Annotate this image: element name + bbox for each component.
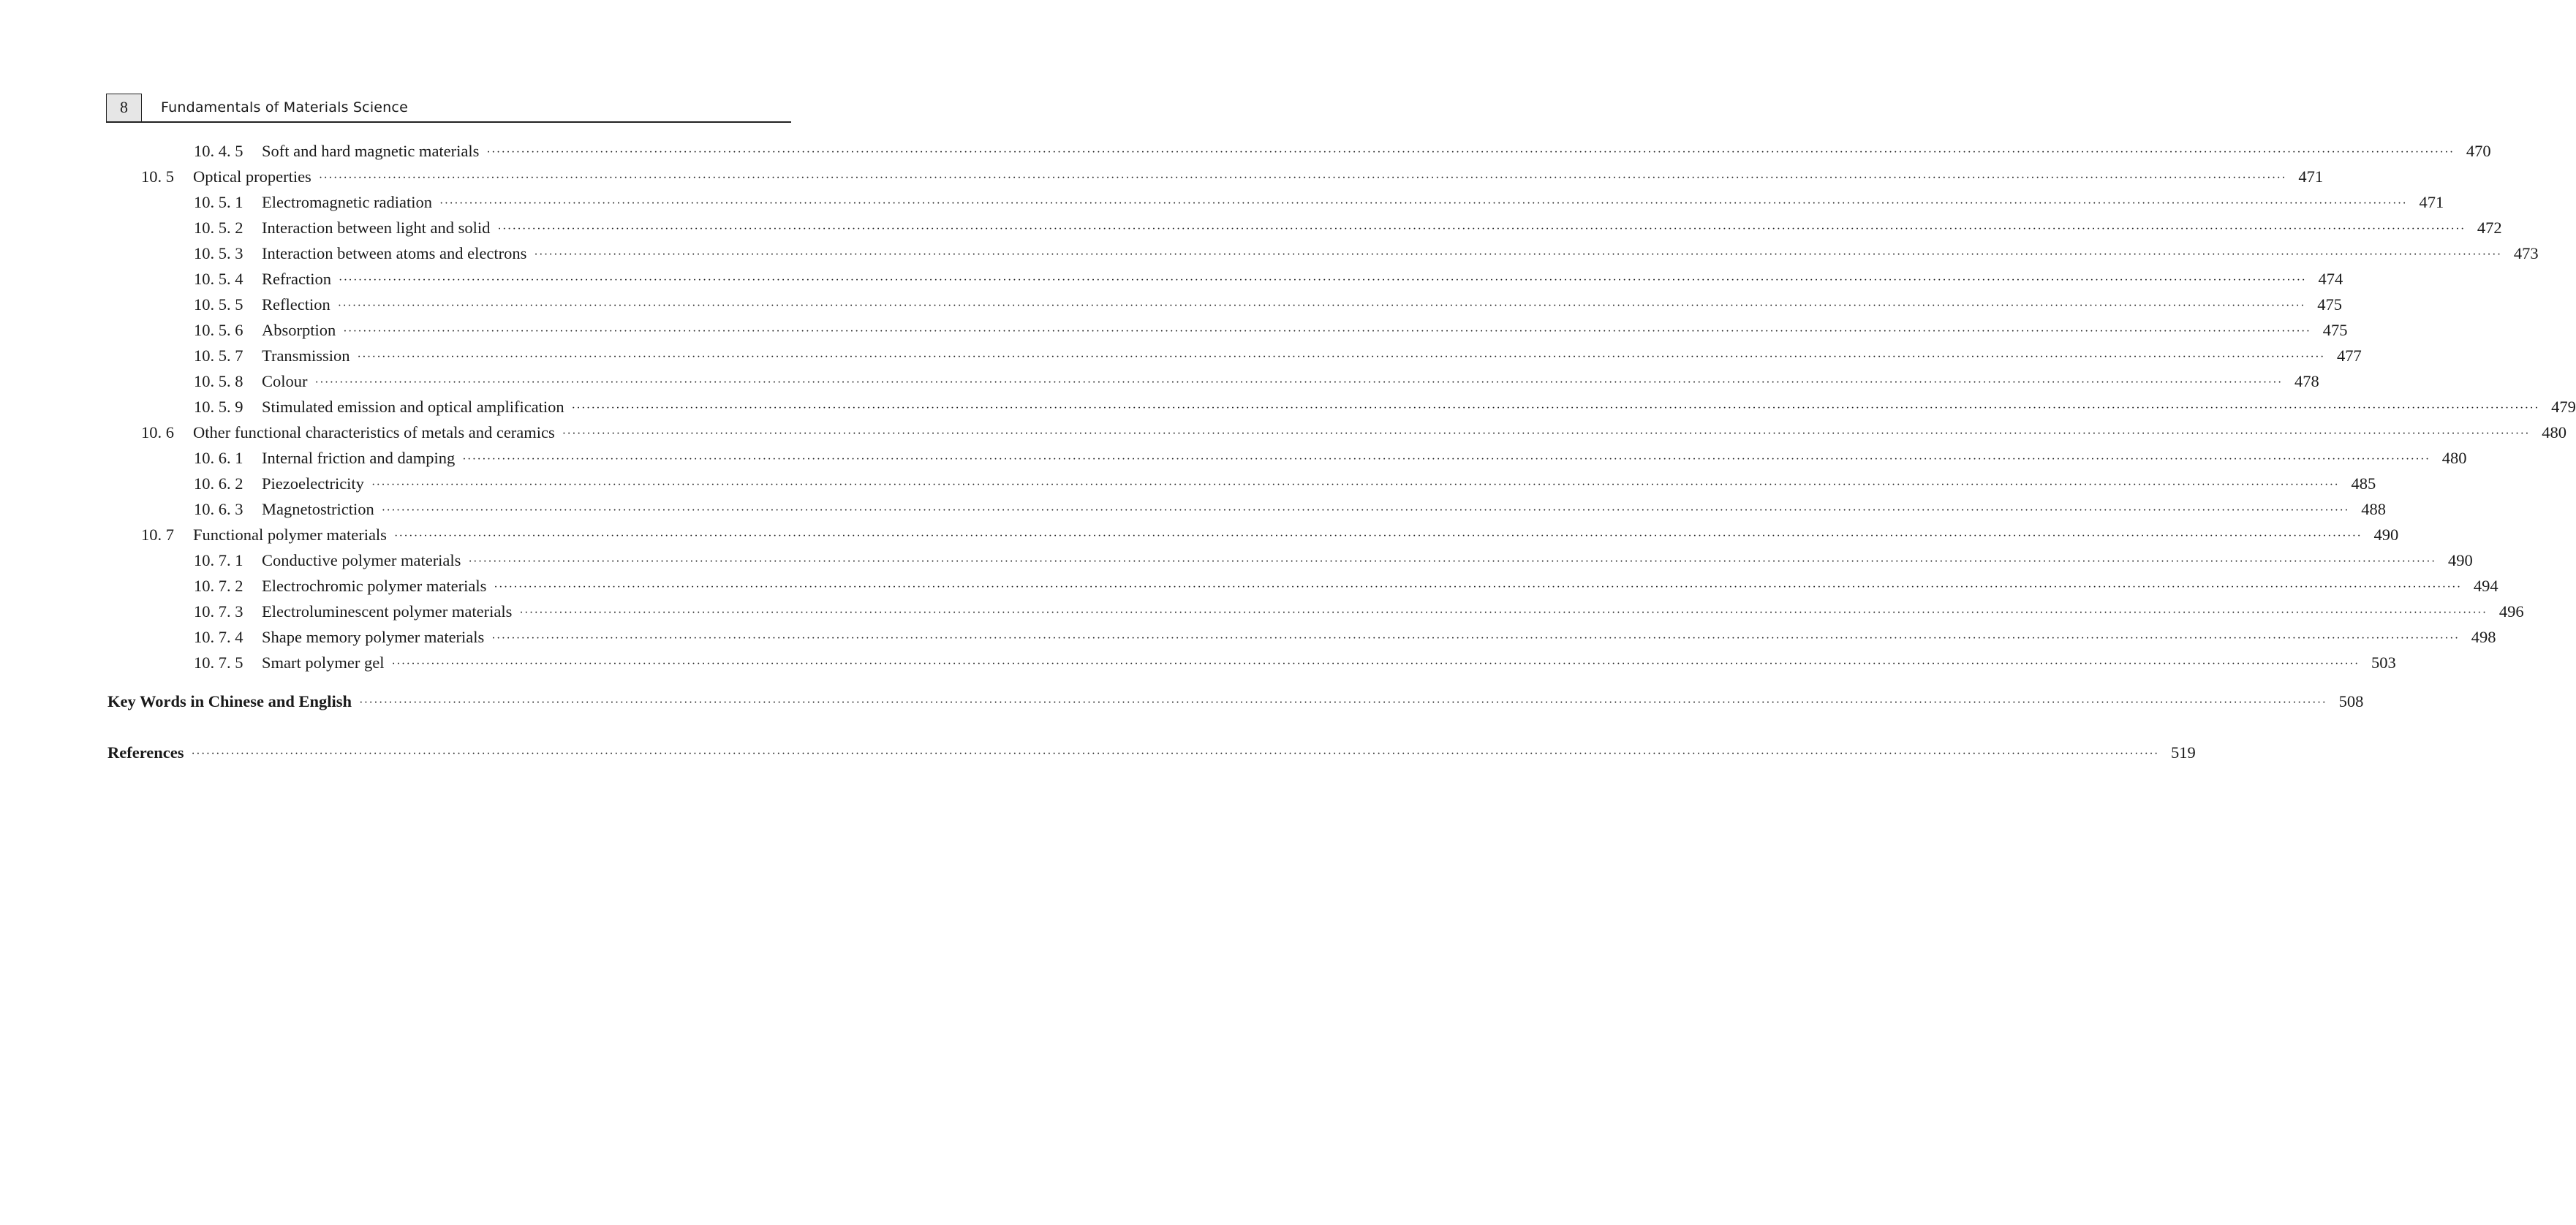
dot-leader: ················································································································································································································································································································································································································ bbox=[497, 223, 2466, 235]
toc-entry-title: Absorption bbox=[262, 321, 336, 339]
toc-entry-page: 508 bbox=[2338, 692, 2364, 710]
toc-entry-page: 475 bbox=[2322, 321, 2348, 339]
dot-leader: ················································································································································································································································································································································································································ bbox=[357, 351, 2325, 363]
dot-leader: ················································································································································································································································································································································································································ bbox=[381, 504, 2349, 517]
toc-entry[interactable] bbox=[194, 268, 2343, 290]
toc-entry-number: 10. 5. 3 bbox=[194, 244, 243, 262]
toc-entry-page: 490 bbox=[2373, 526, 2399, 544]
toc-entry-title: Internal friction and damping bbox=[262, 449, 456, 467]
toc-entry-number: 10. 5. 6 bbox=[194, 321, 243, 339]
dot-leader: ················································································································································································································································································································································································································ bbox=[359, 697, 2327, 709]
toc-entry-number: 10. 6. 3 bbox=[194, 500, 243, 518]
toc-entry-title: Interaction between light and solid bbox=[262, 219, 491, 237]
toc-entry[interactable] bbox=[194, 447, 2467, 469]
toc-entry-number: 10. 5. 9 bbox=[194, 398, 243, 416]
toc-entry-page: 503 bbox=[2371, 653, 2396, 672]
toc-entry-page: 490 bbox=[2447, 551, 2473, 569]
toc-entry[interactable] bbox=[194, 396, 2576, 418]
toc-entry-page: 480 bbox=[2542, 423, 2567, 441]
toc-entry[interactable] bbox=[194, 140, 2491, 162]
toc-entry-page: 474 bbox=[2318, 270, 2343, 288]
dot-leader: ················································································································································································································································································································································································································ bbox=[343, 325, 2311, 338]
dot-leader: ················································································································································································································································································································································································································ bbox=[191, 748, 2159, 760]
dot-leader: ················································································································································································································································································································································································································ bbox=[571, 402, 2539, 414]
toc-entry-number: 10. 5 bbox=[141, 167, 174, 186]
toc-entry[interactable] bbox=[194, 217, 2502, 239]
toc-entry[interactable] bbox=[194, 294, 2342, 316]
toc-entry-title: Electroluminescent polymer materials bbox=[262, 602, 513, 621]
toc-entry-page: 478 bbox=[2294, 372, 2319, 390]
toc-entry-number: 10. 7. 3 bbox=[194, 602, 243, 621]
toc-entry-title: Smart polymer gel bbox=[262, 653, 385, 672]
toc-entry-number: 10. 5. 2 bbox=[194, 219, 243, 237]
toc-entry[interactable] bbox=[194, 550, 2473, 572]
toc-entry-title: References bbox=[107, 743, 184, 762]
toc-entry-title: Soft and hard magnetic materials bbox=[262, 142, 480, 160]
dot-leader: ················································································································································································································································································································································································································ bbox=[314, 376, 2283, 389]
dot-leader: ················································································································································································································································································································································································································ bbox=[371, 479, 2340, 491]
toc-entry-title: Optical properties bbox=[193, 167, 311, 186]
toc-entry-page: 488 bbox=[2361, 500, 2386, 518]
dot-leader: ················································································································································································································································································································································································································ bbox=[468, 555, 2436, 568]
toc-entry-title: Electrochromic polymer materials bbox=[262, 577, 487, 595]
toc-entry-number: 10. 5. 4 bbox=[194, 270, 243, 288]
toc-entry-title: Functional polymer materials bbox=[193, 526, 387, 544]
toc-entry-number: 10. 7. 5 bbox=[194, 653, 243, 672]
dot-leader: ················································································································································································································································································································································································································ bbox=[391, 658, 2360, 670]
toc-entry[interactable] bbox=[141, 524, 2399, 546]
dot-leader: ················································································································································································································································································································································································································ bbox=[439, 197, 2408, 210]
toc-entry[interactable] bbox=[194, 498, 2386, 520]
toc-entry[interactable] bbox=[194, 371, 2319, 392]
toc-entry[interactable] bbox=[107, 742, 2196, 764]
toc-entry[interactable] bbox=[194, 473, 2376, 495]
toc-entry-page: 471 bbox=[2298, 167, 2324, 186]
toc-entry-number: 10. 5. 7 bbox=[194, 346, 243, 365]
toc-entry-title: Shape memory polymer materials bbox=[262, 628, 485, 646]
toc-entry-title: Electromagnetic radiation bbox=[262, 193, 433, 211]
toc-entry-number: 10. 5. 1 bbox=[194, 193, 243, 211]
page-number: 8 bbox=[106, 94, 142, 121]
toc-entry-page: 471 bbox=[2419, 193, 2444, 211]
toc-entry-number: 10. 7. 1 bbox=[194, 551, 243, 569]
dot-leader: ················································································································································································································································································································································································································ bbox=[534, 249, 2502, 261]
toc-entry[interactable] bbox=[194, 626, 2496, 648]
dot-leader: ················································································································································································································································································································································································································ bbox=[562, 428, 2531, 440]
toc-entry-page: 480 bbox=[2441, 449, 2467, 467]
toc-entry-number: 10. 6. 1 bbox=[194, 449, 243, 467]
toc-entry[interactable] bbox=[194, 575, 2498, 597]
toc-entry[interactable] bbox=[194, 243, 2539, 265]
dot-leader: ················································································································································································································································································································································································································ bbox=[494, 581, 2462, 593]
toc-entry-number: 10. 6. 2 bbox=[194, 474, 243, 493]
toc-entry-title: Magnetostriction bbox=[262, 500, 374, 518]
toc-entry-title: Reflection bbox=[262, 295, 331, 314]
dot-leader: ················································································································································································································································································································································································································ bbox=[519, 607, 2488, 619]
dot-leader: ················································································································································································································································································································································································································ bbox=[491, 632, 2460, 645]
toc-entry-number: 10. 4. 5 bbox=[194, 142, 243, 160]
dot-leader: ················································································································································································································································································································································································································ bbox=[338, 274, 2307, 287]
toc-entry[interactable] bbox=[194, 345, 2362, 367]
toc-entry-page: 472 bbox=[2477, 219, 2502, 237]
toc-entry-title: Refraction bbox=[262, 270, 331, 288]
toc-entry-page: 479 bbox=[2551, 398, 2576, 416]
toc-entry-number: 10. 7 bbox=[141, 526, 174, 544]
toc-entry-title: Interaction between atoms and electrons bbox=[262, 244, 527, 262]
dot-leader: ················································································································································································································································································································································································································ bbox=[337, 300, 2305, 312]
running-title: Fundamentals of Materials Science bbox=[161, 99, 408, 115]
toc-entry-number: 10. 7. 2 bbox=[194, 577, 243, 595]
dot-leader: ················································································································································································································································································································································································································ bbox=[393, 530, 2362, 542]
toc-entry-title: Key Words in Chinese and English bbox=[107, 692, 352, 710]
toc-entry[interactable] bbox=[194, 601, 2524, 623]
toc-entry[interactable] bbox=[141, 166, 2324, 188]
toc-entry-page: 485 bbox=[2351, 474, 2376, 493]
toc-entry-page: 498 bbox=[2471, 628, 2496, 646]
toc-entry-page: 477 bbox=[2336, 346, 2362, 365]
toc-entry[interactable] bbox=[107, 691, 2364, 713]
toc-entry-title: Conductive polymer materials bbox=[262, 551, 461, 569]
toc-entry[interactable] bbox=[141, 422, 2567, 444]
toc-entry-number: 10. 7. 4 bbox=[194, 628, 243, 646]
toc-entry-number: 10. 5. 5 bbox=[194, 295, 243, 314]
toc-entry-title: Other functional characteristics of metals and ceramics bbox=[193, 423, 555, 441]
toc-entry-title: Transmission bbox=[262, 346, 350, 365]
toc-entry-page: 473 bbox=[2513, 244, 2539, 262]
toc-entry-page: 519 bbox=[2171, 743, 2196, 762]
dot-leader: ················································································································································································································································································································································································································ bbox=[486, 146, 2455, 159]
toc-entry-title: Colour bbox=[262, 372, 308, 390]
toc-entry-number: 10. 5. 8 bbox=[194, 372, 243, 390]
dot-leader: ················································································································································································································································································································································································································ bbox=[462, 453, 2430, 466]
toc-entry-page: 475 bbox=[2317, 295, 2342, 314]
toc-entry-page: 494 bbox=[2473, 577, 2498, 595]
toc-entry-number: 10. 6 bbox=[141, 423, 174, 441]
toc-entry[interactable] bbox=[194, 319, 2348, 341]
toc-entry-page: 470 bbox=[2466, 142, 2491, 160]
running-header bbox=[106, 94, 791, 123]
toc-entry-title: Piezoelectricity bbox=[262, 474, 364, 493]
toc-entry[interactable] bbox=[194, 652, 2396, 674]
toc-entry-title: Stimulated emission and optical amplification bbox=[262, 398, 564, 416]
toc-entry[interactable] bbox=[194, 191, 2444, 213]
dot-leader: ················································································································································································································································································································································································································ bbox=[318, 172, 2287, 184]
toc-entry-page: 496 bbox=[2498, 602, 2524, 621]
